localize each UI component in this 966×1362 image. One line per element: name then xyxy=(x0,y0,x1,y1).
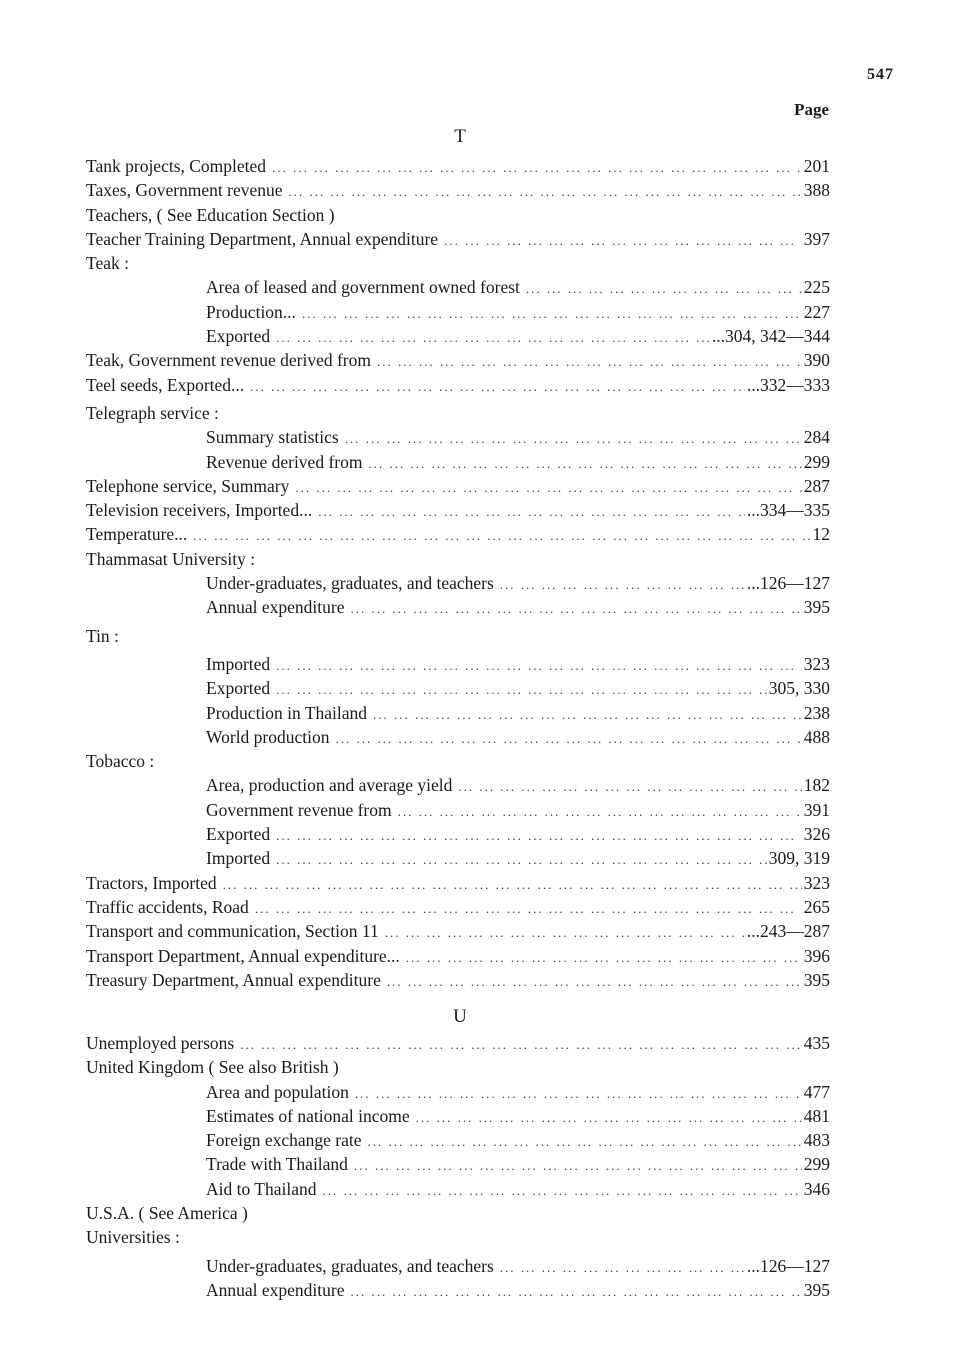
index-term: Teacher Training Department, Annual expenditure xyxy=(86,228,439,249)
leader-dots xyxy=(276,654,802,678)
index-term: Annual expenditure xyxy=(206,597,345,618)
index-entry xyxy=(86,522,830,546)
leader-dots xyxy=(444,229,802,253)
leader-dots xyxy=(276,326,710,350)
leader-dots xyxy=(318,500,745,524)
section-t-letter: T xyxy=(454,126,466,147)
index-subentry xyxy=(86,822,830,846)
leader-dots xyxy=(367,1130,801,1154)
index-term: Tractors, Imported xyxy=(86,872,217,893)
index-term: Exported xyxy=(206,326,271,347)
index-term: Thammasat University : xyxy=(86,548,256,569)
index-term: Summary statistics xyxy=(206,427,339,448)
leader-dots xyxy=(458,775,801,799)
index-entry xyxy=(86,1031,830,1055)
page-column-label: Page xyxy=(794,100,829,119)
index-entry xyxy=(86,154,830,178)
leader-dots xyxy=(406,946,802,970)
index-page-ref: 435 xyxy=(803,1033,830,1053)
index-term: Aid to Thailand xyxy=(206,1178,317,1199)
leader-dots xyxy=(354,1154,802,1178)
index-page-ref: ...126—127 xyxy=(746,1255,830,1276)
index-page-ref: 326 xyxy=(803,824,830,845)
leader-dots xyxy=(240,1033,802,1057)
index-term: Treasury Department, Annual expenditure xyxy=(86,969,381,990)
leader-dots xyxy=(377,350,802,374)
index-term: United Kingdom ( See also British ) xyxy=(86,1057,339,1078)
index-page-ref: ...126—127 xyxy=(746,573,830,594)
index-entry xyxy=(86,968,830,992)
index-term: Tank projects, Completed xyxy=(86,156,267,176)
index-page-ref: ...304, 342—344 xyxy=(711,326,830,347)
leader-dots xyxy=(385,921,745,945)
index-page-ref: 201 xyxy=(803,156,830,176)
index-term: World production xyxy=(206,726,330,747)
index-subentry xyxy=(86,1278,830,1302)
index-page-ref: 488 xyxy=(803,726,830,747)
leader-dots xyxy=(500,1256,745,1280)
index-page-ref: ...334—335 xyxy=(746,500,830,521)
index-term: Under-graduates, graduates, and teachers xyxy=(206,1255,494,1276)
index-subentry xyxy=(86,1128,830,1152)
index-page-ref: 305, 330 xyxy=(768,678,830,699)
index-entry xyxy=(86,871,830,895)
index-subentry xyxy=(86,676,830,700)
index-page-ref: 182 xyxy=(803,775,830,796)
index-term: Tobacco : xyxy=(86,751,155,772)
index-page-ref: ...243—287 xyxy=(746,921,830,942)
leader-dots xyxy=(250,375,745,399)
index-entry xyxy=(86,251,830,275)
index-page-ref: 238 xyxy=(803,702,830,723)
index-page-ref: 395 xyxy=(803,597,830,618)
index-term: U.S.A. ( See America ) xyxy=(86,1203,248,1224)
leader-dots xyxy=(345,427,802,451)
index-term: Teak : xyxy=(86,253,129,274)
index-term: Teel seeds, Exported... xyxy=(86,374,245,395)
leader-dots xyxy=(295,476,801,500)
index-page-ref: 227 xyxy=(803,301,830,322)
index-subentry xyxy=(86,798,830,822)
index-page-ref: 477 xyxy=(803,1081,830,1102)
leader-dots xyxy=(223,873,802,897)
index-entry xyxy=(86,749,830,773)
leader-dots xyxy=(398,800,802,824)
index-term: Universities : xyxy=(86,1227,180,1248)
index-subentry xyxy=(86,773,830,797)
index-entry xyxy=(86,348,830,372)
index-term: Traffic accidents, Road xyxy=(86,896,249,917)
index-page-ref: 225 xyxy=(803,277,830,298)
index-term: Unemployed persons xyxy=(86,1033,235,1053)
index-subentry xyxy=(86,1254,830,1278)
index-term: Telegraph service : xyxy=(86,402,219,423)
index-page-ref: 390 xyxy=(803,350,830,371)
index-subentry xyxy=(86,1104,830,1128)
index-term: Imported xyxy=(206,653,271,674)
index-entry xyxy=(86,498,830,522)
index-term: Teak, Government revenue derived from xyxy=(86,350,371,371)
index-term: Teachers, ( See Education Section ) xyxy=(86,204,335,225)
leader-dots xyxy=(416,1106,802,1130)
index-page-ref: 483 xyxy=(803,1130,830,1151)
section-u-index xyxy=(86,1031,830,1302)
index-subentry xyxy=(86,1080,830,1104)
index-term: Imported xyxy=(206,848,271,869)
page-number: 547 xyxy=(867,66,894,83)
leader-dots xyxy=(289,180,802,204)
index-entry xyxy=(86,474,830,498)
leader-dots xyxy=(276,678,767,702)
index-subentry xyxy=(86,846,830,870)
index-subentry xyxy=(86,275,830,299)
index-term: Foreign exchange rate xyxy=(206,1130,362,1151)
leader-dots xyxy=(351,1280,802,1304)
index-entry xyxy=(86,227,830,251)
index-term: Production... xyxy=(206,301,296,322)
index-term: Television receivers, Imported... xyxy=(86,500,313,521)
section-t-index xyxy=(86,154,830,992)
index-term: Under-graduates, graduates, and teachers xyxy=(206,573,494,594)
index-entry xyxy=(86,1225,830,1249)
leader-dots xyxy=(351,597,802,621)
index-page-ref: 391 xyxy=(803,799,830,820)
index-entry xyxy=(86,547,830,571)
index-term: Exported xyxy=(206,824,271,845)
leader-dots xyxy=(276,824,802,848)
leader-dots xyxy=(387,970,802,994)
index-subentry xyxy=(86,595,830,619)
index-entry xyxy=(86,1201,830,1225)
index-term: Production in Thailand xyxy=(206,702,368,723)
index-term: Tin : xyxy=(86,625,119,646)
leader-dots xyxy=(373,703,802,727)
index-entry xyxy=(86,178,830,202)
index-term: Government revenue from xyxy=(206,799,392,820)
index-page-ref: 395 xyxy=(803,1279,830,1300)
index-page-ref: 265 xyxy=(803,896,830,917)
leader-dots xyxy=(526,277,802,301)
index-entry xyxy=(86,624,830,648)
index-term: Transport and communication, Section 11 xyxy=(86,921,379,942)
leader-dots xyxy=(368,452,801,476)
index-page-ref: 395 xyxy=(803,969,830,990)
leader-dots xyxy=(276,848,767,872)
index-page-ref: 397 xyxy=(803,228,830,249)
index-page-ref: 481 xyxy=(803,1105,830,1126)
index-term: Taxes, Government revenue xyxy=(86,180,283,201)
index-page-ref: 12 xyxy=(812,524,830,545)
leader-dots xyxy=(323,1179,802,1203)
index-entry xyxy=(86,1055,830,1079)
index-subentry xyxy=(86,425,830,449)
index-entry xyxy=(86,895,830,919)
index-term: Area and population xyxy=(206,1081,349,1102)
index-subentry xyxy=(86,701,830,725)
index-subentry xyxy=(86,324,830,348)
index-page-ref: 323 xyxy=(803,653,830,674)
index-subentry xyxy=(86,450,830,474)
index-term: Exported xyxy=(206,678,271,699)
index-subentry xyxy=(86,571,830,595)
leader-dots xyxy=(272,156,802,180)
index-page-ref: 396 xyxy=(803,945,830,966)
index-term: Revenue derived from xyxy=(206,451,363,472)
index-subentry xyxy=(86,300,830,324)
index-term: Telephone service, Summary xyxy=(86,475,290,496)
index-page-ref: 284 xyxy=(803,427,830,448)
index-page-ref: 287 xyxy=(803,475,830,496)
index-entry xyxy=(86,373,830,397)
index-entry xyxy=(86,203,830,227)
index-term: Area, production and average yield xyxy=(206,775,453,796)
index-subentry xyxy=(86,652,830,676)
leader-dots xyxy=(193,524,810,548)
index-page-ref: ...332—333 xyxy=(746,374,830,395)
leader-dots xyxy=(500,573,745,597)
index-page-ref: 388 xyxy=(803,180,830,201)
index-subentry xyxy=(86,1152,830,1176)
index-entry xyxy=(86,919,830,943)
index-subentry xyxy=(86,1177,830,1201)
leader-dots xyxy=(255,897,802,921)
index-page-ref: 346 xyxy=(803,1178,830,1199)
index-page-ref: 299 xyxy=(803,1154,830,1175)
leader-dots xyxy=(302,302,802,326)
index-page-ref: 323 xyxy=(803,872,830,893)
index-entry xyxy=(86,944,830,968)
index-term: Temperature... xyxy=(86,524,188,545)
index-term: Annual expenditure xyxy=(206,1279,345,1300)
section-u-letter: U xyxy=(453,1006,467,1027)
index-page-ref: 309, 319 xyxy=(768,848,830,869)
index-page-ref: 299 xyxy=(803,451,830,472)
index-entry xyxy=(86,401,830,425)
index-term: Transport Department, Annual expenditure... xyxy=(86,945,400,966)
leader-dots xyxy=(355,1082,802,1106)
index-term: Estimates of national income xyxy=(206,1105,410,1126)
index-term: Trade with Thailand xyxy=(206,1154,348,1175)
index-subentry xyxy=(86,725,830,749)
leader-dots xyxy=(336,727,802,751)
index-term: Area of leased and government owned forest xyxy=(206,277,520,298)
